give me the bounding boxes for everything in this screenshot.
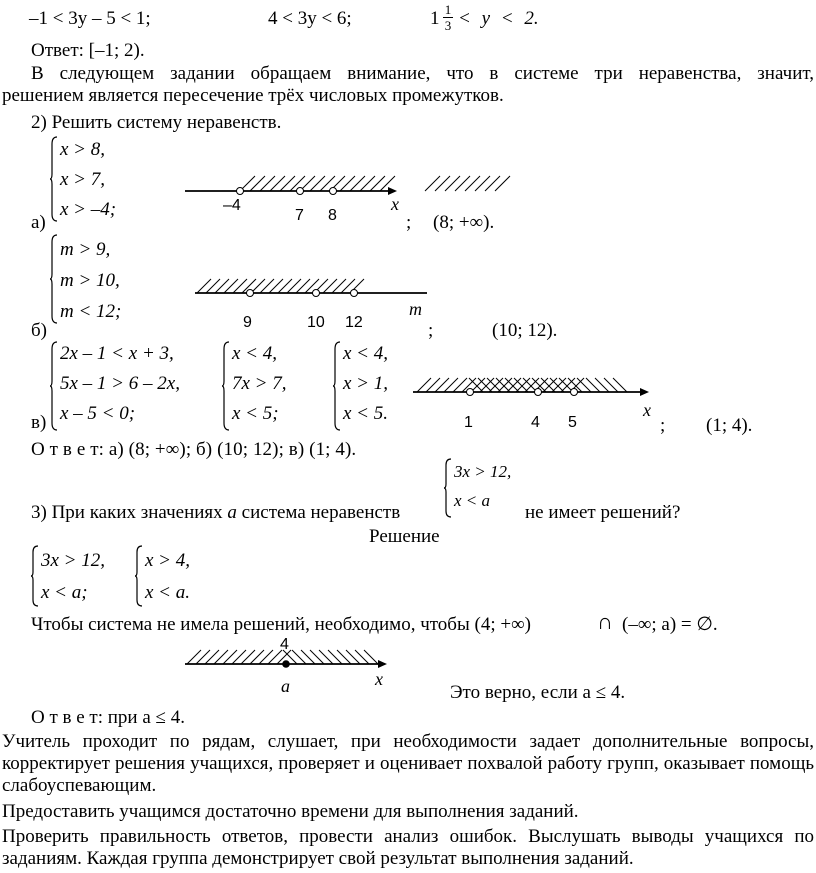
label-a: а) bbox=[31, 212, 46, 233]
hatch-stroke bbox=[332, 279, 346, 293]
point-open bbox=[297, 188, 304, 195]
hatch-stroke bbox=[505, 378, 519, 392]
hatch-stroke bbox=[223, 650, 237, 664]
hatch-stroke bbox=[577, 378, 591, 392]
hatch-stroke bbox=[278, 279, 292, 293]
hatch-stroke bbox=[205, 650, 219, 664]
system-task-3 bbox=[444, 458, 534, 518]
tick-label: 9 bbox=[243, 314, 252, 331]
hatch-stroke bbox=[241, 650, 255, 664]
axis-var: x bbox=[643, 400, 651, 420]
tick-label: –4 bbox=[223, 197, 241, 214]
solution-system-2-row: x < a. bbox=[145, 582, 191, 603]
hatch-stroke bbox=[269, 279, 283, 293]
tick-label: 4 bbox=[531, 414, 540, 431]
hatch-stroke bbox=[232, 650, 246, 664]
hatch-stroke bbox=[613, 378, 627, 392]
hatch-stroke bbox=[507, 378, 521, 392]
hatch-stroke bbox=[543, 378, 557, 392]
paragraph-time: Предоставить учащимся достаточно времени для выполнения заданий. bbox=[2, 801, 579, 822]
verified-text: Это верно, если a ≤ 4. bbox=[450, 682, 626, 703]
hatch-stroke bbox=[206, 279, 220, 293]
arrow-icon bbox=[378, 660, 387, 668]
system-c-3-row: x < 4, bbox=[343, 343, 389, 364]
brace-icon bbox=[444, 458, 452, 518]
system-a-row: x > 7, bbox=[60, 169, 106, 190]
result-a: (8; +∞). bbox=[433, 212, 495, 233]
point-open bbox=[571, 389, 578, 396]
sep-c: ; bbox=[660, 415, 666, 436]
hatch-stroke bbox=[187, 650, 201, 664]
hatch-stroke bbox=[453, 378, 467, 392]
system-a-row: x > 8, bbox=[60, 139, 106, 160]
task-2-title: 2) Решить систему неравенств. bbox=[31, 112, 282, 133]
tick-label: 10 bbox=[307, 314, 325, 331]
hatch-stroke bbox=[346, 650, 360, 664]
solution-system-1 bbox=[31, 545, 121, 607]
number-line-b bbox=[195, 277, 435, 337]
hatch-stroke bbox=[435, 378, 449, 392]
hatch-stroke bbox=[328, 650, 342, 664]
system-c-1 bbox=[50, 341, 210, 431]
hatch-stroke bbox=[197, 279, 211, 293]
hatch-stroke bbox=[516, 378, 530, 392]
system-c-1-row: x – 5 < 0; bbox=[60, 403, 136, 424]
hatch-stroke bbox=[498, 378, 512, 392]
number-line-3 bbox=[185, 636, 400, 698]
system-c-3-row: x < 5. bbox=[343, 403, 389, 424]
hatch-stroke bbox=[550, 378, 564, 392]
brace-icon bbox=[135, 545, 143, 607]
solution-system-2 bbox=[135, 545, 225, 607]
system-a-row: x > –4; bbox=[60, 199, 117, 220]
system-c-1-row: 5x – 1 > 6 – 2x, bbox=[60, 373, 180, 394]
tick-label: 7 bbox=[295, 207, 304, 224]
condition-text: Чтобы система не имела решений, необходимо, чтобы (4; +∞) bbox=[31, 614, 531, 635]
ineq-3-num: 1 bbox=[444, 2, 452, 17]
task-3-question bbox=[31, 503, 400, 522]
hatch-stroke bbox=[250, 650, 264, 664]
result-b: (10; 12). bbox=[492, 320, 558, 341]
hatch-stroke bbox=[480, 378, 494, 392]
hatch-stroke bbox=[444, 378, 458, 392]
hatch-stroke bbox=[426, 378, 440, 392]
solution-system-1-row: x < a; bbox=[41, 582, 88, 603]
hatch-stroke bbox=[296, 279, 310, 293]
tick-label: 4 bbox=[280, 636, 289, 653]
hatch-stroke bbox=[224, 279, 238, 293]
sep-b: ; bbox=[428, 320, 434, 341]
system-c-3-row: x > 1, bbox=[343, 373, 389, 394]
task-3-prefix: 3) При каких значениях bbox=[31, 502, 228, 523]
hatch-stroke bbox=[586, 378, 600, 392]
point-open bbox=[351, 290, 358, 297]
task-3-var: a bbox=[227, 502, 237, 523]
ineq-3-whole: 1 bbox=[430, 8, 440, 29]
hatch-stroke bbox=[287, 279, 301, 293]
hatch-stroke bbox=[417, 378, 431, 392]
axis-var: x bbox=[391, 194, 399, 214]
system-c-2-row: 7x > 7, bbox=[232, 373, 287, 394]
sep-a: ; bbox=[406, 212, 412, 233]
system-c-2-row: x < 5; bbox=[232, 403, 279, 424]
hatch-stroke bbox=[301, 650, 315, 664]
condition-rest: (–∞; a) = ∅. bbox=[622, 614, 718, 635]
task-3-suffix: не имеет решений? bbox=[525, 502, 681, 523]
hatch-stroke bbox=[259, 650, 273, 664]
hatch-stroke bbox=[355, 650, 369, 664]
intersection-symbol: ∩ bbox=[597, 609, 613, 634]
solution-system-2-row: x > 4, bbox=[145, 550, 191, 571]
brace-icon bbox=[222, 341, 230, 431]
brace-icon bbox=[333, 341, 341, 431]
label-c: в) bbox=[31, 412, 47, 433]
para-1-line-2: решением является пересечение трёх числовых промежутков. bbox=[2, 85, 504, 106]
point-open bbox=[467, 389, 474, 396]
number-line-c bbox=[413, 370, 663, 432]
system-c-2-row: x < 4, bbox=[232, 343, 278, 364]
tick-label: 5 bbox=[568, 414, 577, 431]
brace-icon bbox=[50, 341, 58, 431]
point-open bbox=[535, 389, 542, 396]
hatch-stroke bbox=[552, 378, 566, 392]
hatch-stroke bbox=[292, 650, 306, 664]
hatch-stroke bbox=[364, 650, 378, 664]
tick-label: 12 bbox=[345, 314, 363, 331]
hatch-stroke bbox=[487, 378, 501, 392]
brace-icon bbox=[50, 136, 58, 222]
system-c-3 bbox=[333, 341, 423, 431]
hatch-stroke bbox=[233, 279, 247, 293]
answer-1: Ответ: [–1; 2). bbox=[31, 40, 145, 61]
hatch-stroke bbox=[489, 378, 503, 392]
hatch-stroke bbox=[214, 650, 228, 664]
ineq-2: 4 < 3y < 6; bbox=[268, 8, 352, 29]
paragraph-teacher: Учитель проходит по рядам, слушает, при необходимости задает дополнительные вопросы, корректирует решения учащихся, проверяет и оценивает похвалой работу групп, оказывает помощь слабоуспевающим. bbox=[2, 731, 814, 796]
point-open bbox=[237, 188, 244, 195]
tick-label: a bbox=[281, 676, 290, 696]
ineq-3-fraction bbox=[443, 3, 453, 32]
answer-3: О т в е т: при a ≤ 4. bbox=[31, 707, 185, 728]
paragraph-check: Проверить правильность ответов, провести анализ ошибок. Выслушать выводы учащихся по заданиям. Каждая группа демонстрирует свой результат выполнения заданий. bbox=[2, 826, 814, 869]
system-c-2 bbox=[222, 341, 312, 431]
arrow-icon bbox=[640, 388, 649, 396]
hatch-stroke bbox=[496, 378, 510, 392]
hatch-stroke bbox=[323, 279, 337, 293]
axis-var: m bbox=[409, 299, 422, 319]
axis-var: x bbox=[375, 669, 383, 689]
ineq-3-den: 3 bbox=[444, 18, 452, 33]
hatch-stroke bbox=[595, 378, 609, 392]
hatch-stroke bbox=[215, 279, 229, 293]
system-a bbox=[50, 136, 140, 222]
point-open bbox=[313, 290, 320, 297]
hatch-stroke bbox=[478, 378, 492, 392]
task-3-middle: система неравенств bbox=[236, 502, 401, 523]
system-task-3-row: 3x > 12, bbox=[454, 462, 512, 481]
result-c: (1; 4). bbox=[706, 415, 753, 436]
system-b-row: m < 12; bbox=[60, 301, 122, 322]
brace-icon bbox=[50, 234, 58, 324]
point-filled bbox=[282, 660, 290, 668]
solution-system-1-row: 3x > 12, bbox=[41, 550, 106, 571]
brace-icon bbox=[31, 545, 39, 607]
system-b bbox=[50, 234, 140, 324]
system-b-row: m > 10, bbox=[60, 270, 120, 291]
number-line-a bbox=[185, 176, 410, 226]
system-c-1-row: 2x – 1 < x + 3, bbox=[60, 343, 174, 364]
hatch-stroke bbox=[196, 650, 210, 664]
tick-label: 8 bbox=[328, 207, 337, 224]
hatch-stroke bbox=[260, 279, 274, 293]
label-b: б) bbox=[31, 320, 47, 341]
hatch-stroke bbox=[604, 378, 618, 392]
point-open bbox=[330, 188, 337, 195]
para-1-line-1: В следующем задании обращаем внимание, что в системе три неравенства, значит, bbox=[31, 63, 814, 84]
hatch-stroke bbox=[319, 650, 333, 664]
system-b-row: m > 9, bbox=[60, 239, 111, 260]
ineq-3-rest: < y < 2. bbox=[458, 8, 539, 29]
hatch-stroke bbox=[541, 378, 555, 392]
ineq-1: –1 < 3y – 5 < 1; bbox=[29, 8, 151, 29]
solution-title: Решение bbox=[369, 526, 440, 547]
hatch-stroke bbox=[337, 650, 351, 664]
tick-label: 1 bbox=[464, 414, 473, 431]
hatch-stroke bbox=[310, 650, 324, 664]
system-task-3-row: x < a bbox=[454, 491, 491, 510]
point-open bbox=[247, 290, 254, 297]
hatch-stroke bbox=[514, 378, 528, 392]
answer-2: О т в е т: а) (8; +∞); б) (10; 12); в) (1; 4). bbox=[31, 439, 357, 460]
